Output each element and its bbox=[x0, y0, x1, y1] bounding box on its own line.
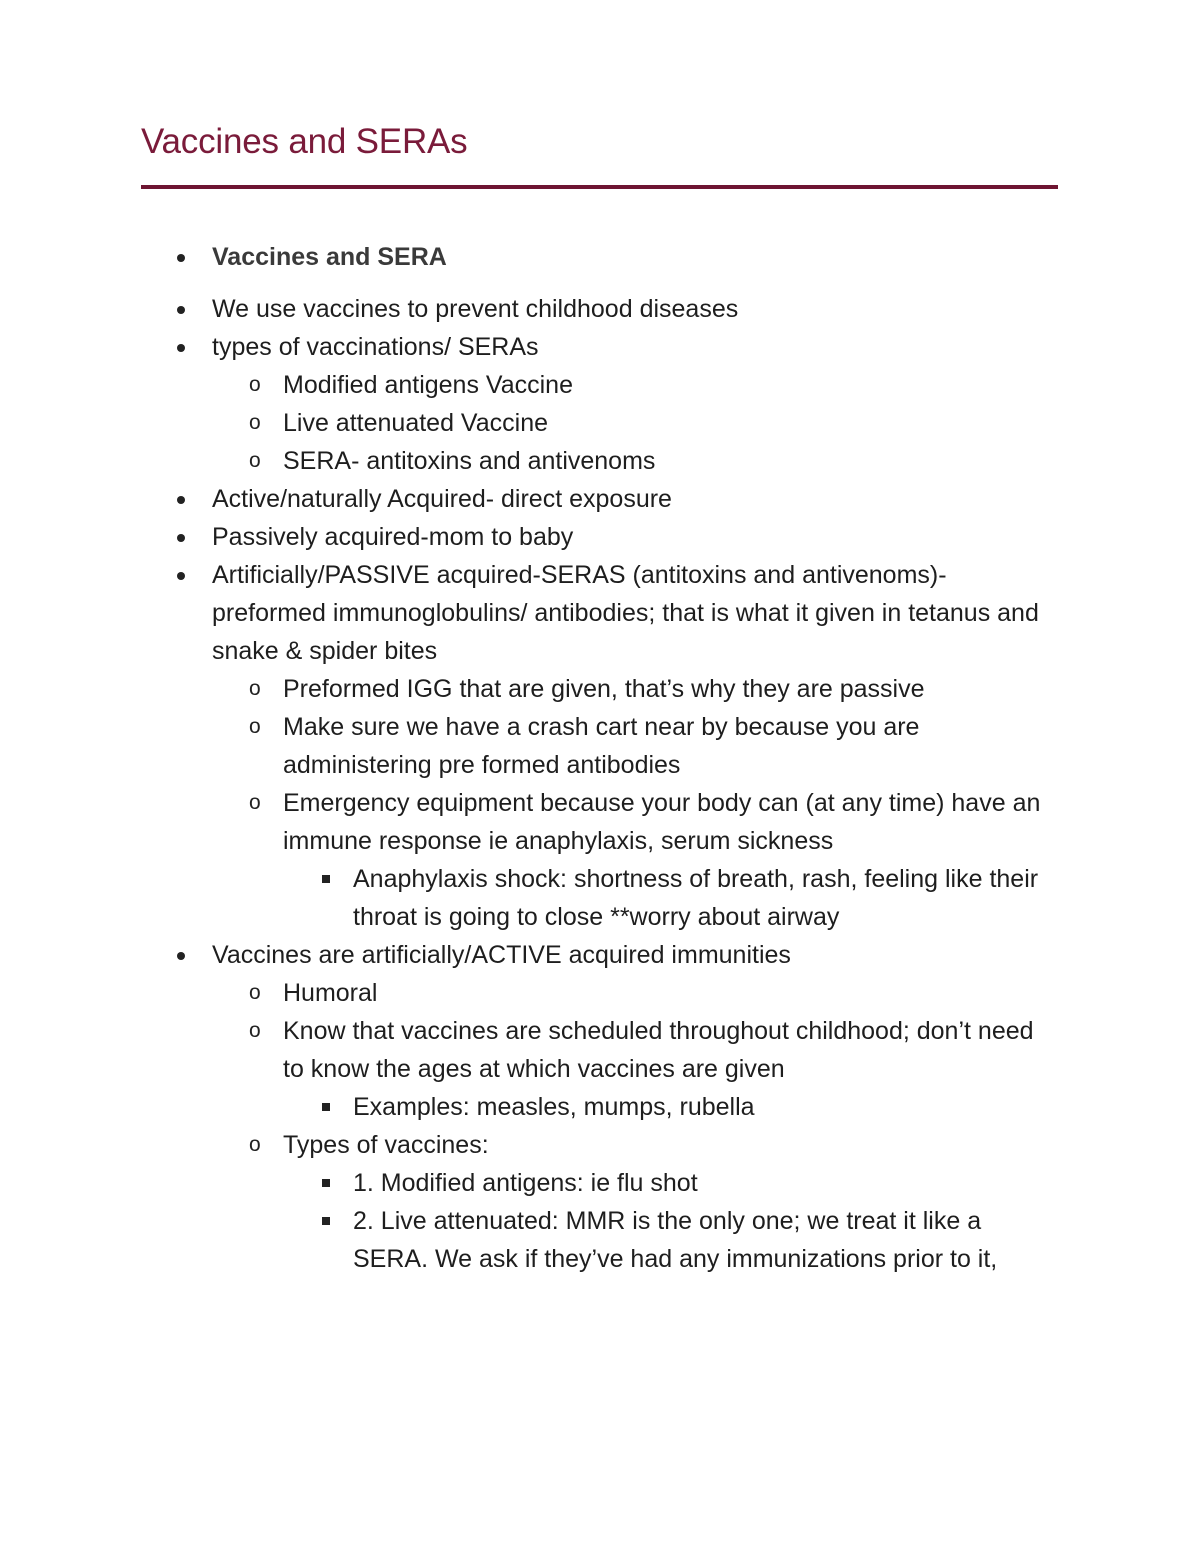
list-item bbox=[141, 670, 1061, 708]
bullet-circle-icon: o bbox=[249, 373, 261, 396]
list-item-text: Emergency equipment because your body can (at any time) have an immune response ie anaphylaxis, serum sickness bbox=[283, 789, 1041, 855]
bullet-dot-icon bbox=[177, 534, 185, 542]
list-item-text: Live attenuated Vaccine bbox=[283, 409, 549, 437]
list-item bbox=[141, 366, 1061, 404]
bullet-circle-icon: o bbox=[249, 981, 261, 1004]
list-item-text: Vaccines and SERA bbox=[212, 243, 447, 271]
list-item bbox=[141, 708, 1061, 784]
bullet-circle-icon: o bbox=[249, 449, 261, 472]
bullet-dot-icon bbox=[177, 496, 185, 504]
list-item bbox=[141, 480, 1061, 518]
list-item bbox=[141, 238, 1061, 276]
list-item-text: We use vaccines to prevent childhood diseases bbox=[212, 295, 739, 323]
list-item bbox=[141, 1088, 1061, 1126]
bullet-dot-icon bbox=[177, 952, 185, 960]
list-item-text: SERA- antitoxins and antivenoms bbox=[283, 447, 656, 475]
list-item bbox=[141, 860, 1061, 936]
bullet-circle-icon: o bbox=[249, 791, 261, 814]
list-item bbox=[141, 442, 1061, 480]
list-item-text: types of vaccinations/ SERAs bbox=[212, 333, 539, 361]
bullet-dot-icon bbox=[177, 344, 185, 352]
list-item-text: Humoral bbox=[283, 979, 378, 1007]
list-item-text: Make sure we have a crash cart near by because you are administering pre formed antibodies bbox=[283, 713, 920, 779]
list-item-text: Active/naturally Acquired- direct exposure bbox=[212, 485, 672, 513]
bullet-square-icon bbox=[322, 875, 330, 883]
bullet-circle-icon: o bbox=[249, 677, 261, 700]
bullet-circle-icon: o bbox=[249, 1133, 261, 1156]
list-item-text: 1. Modified antigens: ie flu shot bbox=[353, 1169, 698, 1197]
list-item bbox=[141, 974, 1061, 1012]
list-item-text: Preformed IGG that are given, that’s why they are passive bbox=[283, 675, 925, 703]
list-item-text: Vaccines are artificially/ACTIVE acquired immunities bbox=[212, 941, 791, 969]
bullet-square-icon bbox=[322, 1103, 330, 1111]
bullet-dot-icon bbox=[177, 572, 185, 580]
list-item-text: 2. Live attenuated: MMR is the only one; we treat it like a SERA. We ask if they’ve had any immunizations prior to it, bbox=[353, 1207, 998, 1273]
notes-list bbox=[141, 238, 1061, 1278]
bullet-dot-icon bbox=[177, 306, 185, 314]
list-item-text: Modified antigens Vaccine bbox=[283, 371, 573, 399]
bullet-square-icon bbox=[322, 1217, 330, 1225]
list-item-text: Passively acquired-mom to baby bbox=[212, 523, 574, 551]
list-item bbox=[141, 1012, 1061, 1088]
list-item bbox=[141, 290, 1061, 328]
list-item bbox=[141, 1126, 1061, 1164]
list-item bbox=[141, 404, 1061, 442]
list-item bbox=[141, 1164, 1061, 1202]
page-title: Vaccines and SERAs bbox=[141, 122, 468, 161]
bullet-circle-icon: o bbox=[249, 715, 261, 738]
list-item-text: Anaphylaxis shock: shortness of breath, rash, feeling like their throat is going to close **worry about airway bbox=[353, 865, 1039, 931]
list-item bbox=[141, 556, 1061, 670]
bullet-square-icon bbox=[322, 1179, 330, 1187]
list-item bbox=[141, 784, 1061, 860]
list-item-text: Know that vaccines are scheduled throughout childhood; don’t need to know the ages at which vaccines are given bbox=[283, 1017, 1034, 1083]
list-item bbox=[141, 936, 1061, 974]
list-item bbox=[141, 518, 1061, 556]
title-underline-divider bbox=[141, 185, 1058, 189]
bullet-dot-icon bbox=[177, 254, 185, 262]
list-item bbox=[141, 1202, 1061, 1278]
bullet-circle-icon: o bbox=[249, 1019, 261, 1042]
bullet-circle-icon: o bbox=[249, 411, 261, 434]
list-item-text: Artificially/PASSIVE acquired-SERAS (antitoxins and antivenoms)- preformed immunoglobulins/ antibodies; that is what it given in tetanus and snake & spider bites bbox=[212, 561, 1039, 665]
list-item-text: Examples: measles, mumps, rubella bbox=[353, 1093, 755, 1121]
notes-content bbox=[141, 238, 1061, 1278]
list-item-text: Types of vaccines: bbox=[283, 1131, 489, 1159]
list-item bbox=[141, 328, 1061, 366]
